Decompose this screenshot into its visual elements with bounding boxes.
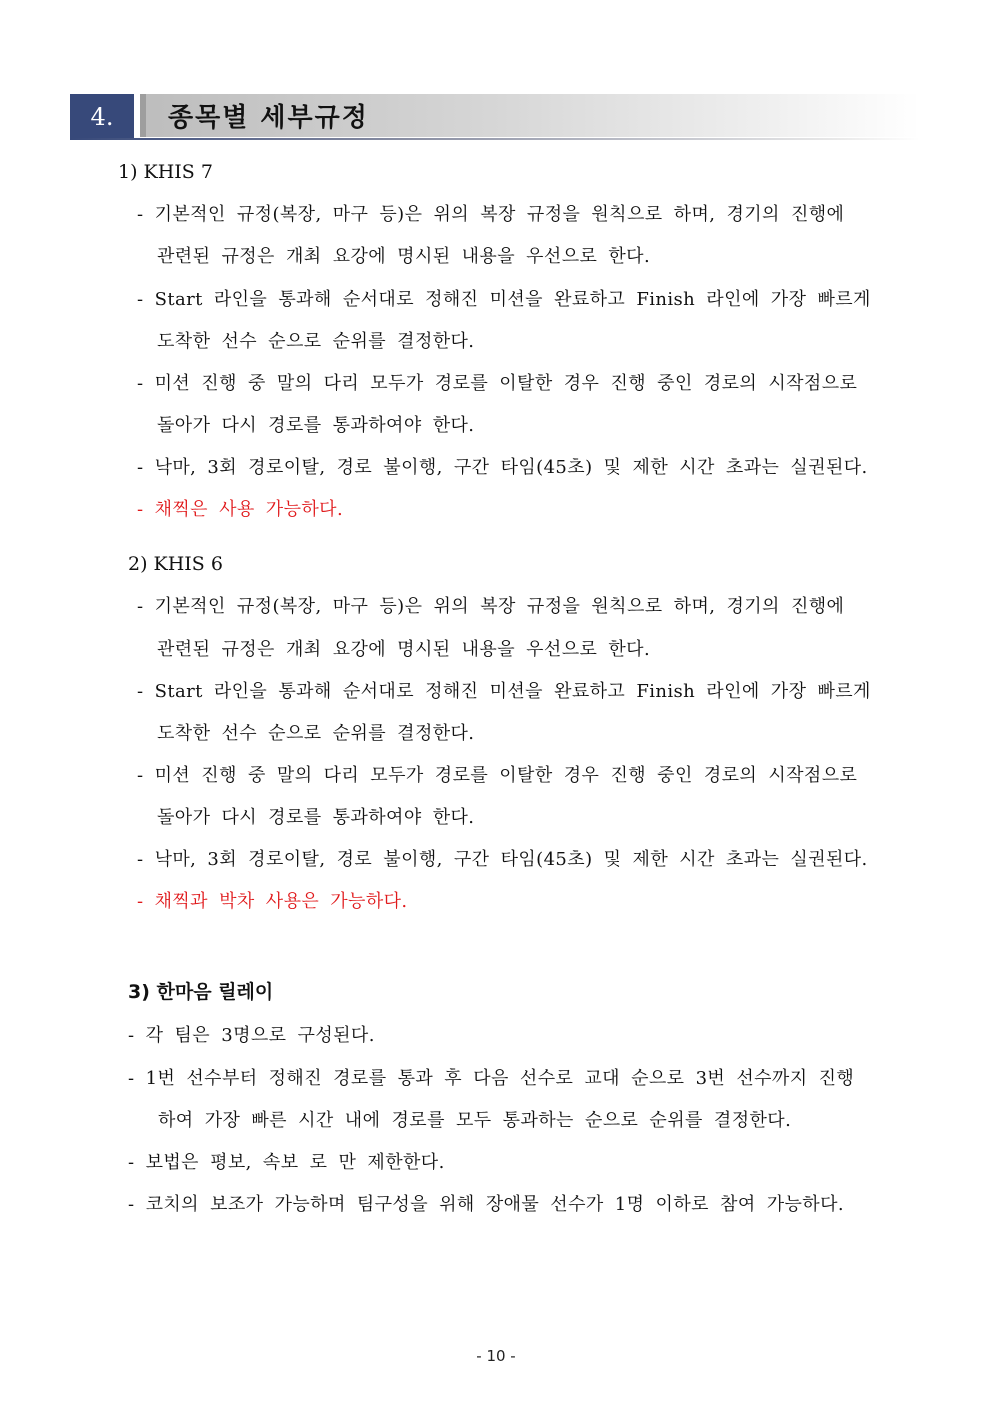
rule-line: 돌아가 다시 경로를 통과하여야 한다.: [157, 415, 475, 436]
subsection-heading-relay: 3) 한마음 릴레이: [128, 981, 274, 1003]
rule-line: - 미션 진행 중 말의 다리 모두가 경로를 이탈한 경우 진행 중인 경로의 시작점으로: [137, 373, 858, 394]
rule-line-highlight: - 채찍과 박차 사용은 가능하다.: [137, 891, 408, 912]
rule-line: 하여 가장 빠른 시간 내에 경로를 모두 통과하는 순으로 순위를 결정한다.: [158, 1110, 792, 1131]
section-number: 4.: [70, 94, 134, 140]
rule-line: - 보법은 평보, 속보 로 만 제한한다.: [128, 1152, 445, 1173]
rule-line: 도착한 선수 순으로 순위를 결정한다.: [157, 331, 475, 352]
rule-line: - 1번 선수부터 정해진 경로를 통과 후 다음 선수로 교대 순으로 3번 선수까지 진행: [128, 1068, 855, 1089]
rule-line: - 미션 진행 중 말의 다리 모두가 경로를 이탈한 경우 진행 중인 경로의 시작점으로: [137, 765, 858, 786]
rule-line: - 각 팀은 3명으로 구성된다.: [128, 1025, 375, 1046]
subsection-heading-khis7: 1) KHIS 7: [118, 161, 213, 183]
rule-line: 관련된 규정은 개최 요강에 명시된 내용을 우선으로 한다.: [157, 246, 651, 267]
subsection-heading-khis6: 2) KHIS 6: [128, 553, 223, 575]
section-title: 종목별 세부규정: [168, 103, 369, 133]
rule-line: - 코치의 보조가 가능하며 팀구성을 위해 장애물 선수가 1명 이하로 참여 가능하다.: [128, 1194, 845, 1215]
rule-line: 도착한 선수 순으로 순위를 결정한다.: [157, 723, 475, 744]
rule-line: - 기본적인 규정(복장, 마구 등)은 위의 복장 규정을 원칙으로 하며, 경기의 진행에: [137, 204, 845, 225]
rule-line: 돌아가 다시 경로를 통과하여야 한다.: [157, 807, 475, 828]
page-number: - 10 -: [476, 1347, 516, 1365]
rule-line: - 기본적인 규정(복장, 마구 등)은 위의 복장 규정을 원칙으로 하며, 경기의 진행에: [137, 596, 845, 617]
rule-line: - 낙마, 3회 경로이탈, 경로 불이행, 구간 타임(45초) 및 제한 시간 초과는 실권된다.: [137, 849, 868, 870]
section-header: [70, 94, 920, 140]
rule-line-highlight: - 채찍은 사용 가능하다.: [137, 499, 344, 520]
rule-line: 관련된 규정은 개최 요강에 명시된 내용을 우선으로 한다.: [157, 639, 651, 660]
rule-line: - Start 라인을 통과해 순서대로 정해진 미션을 완료하고 Finish 라인에 가장 빠르게: [137, 289, 871, 310]
rule-line: - Start 라인을 통과해 순서대로 정해진 미션을 완료하고 Finish 라인에 가장 빠르게: [137, 681, 871, 702]
rule-line: - 낙마, 3회 경로이탈, 경로 불이행, 구간 타임(45초) 및 제한 시간 초과는 실권된다.: [137, 457, 868, 478]
